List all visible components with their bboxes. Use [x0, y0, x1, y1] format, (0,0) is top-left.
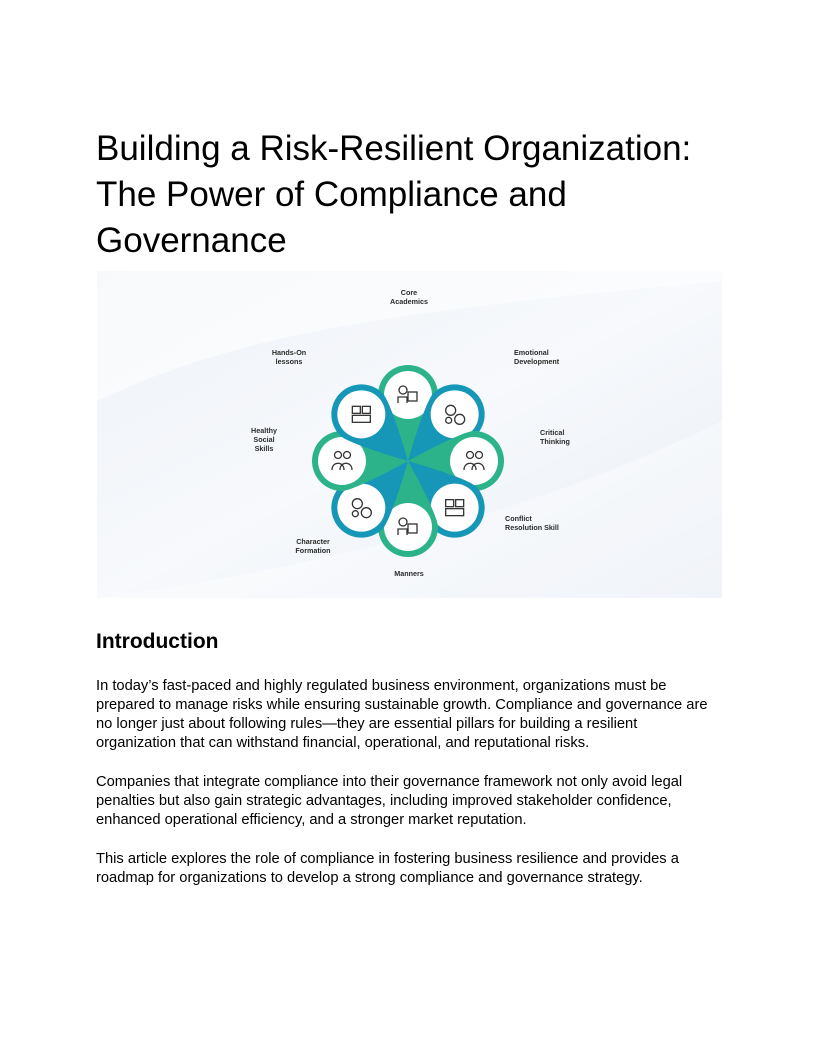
petal-label-line: Social	[253, 435, 275, 444]
petal-label-line: Emotional	[514, 348, 549, 357]
paragraph-line: no longer just about following rules—they are essential pillars for building a resilient	[96, 716, 638, 732]
emotions-icon	[431, 390, 479, 438]
paragraph-line: organization that can withstand financial, operational, and reputational risks.	[96, 735, 590, 751]
paragraph-line: Companies that integrate compliance into their governance framework not only avoid legal	[96, 774, 683, 790]
conflict-icon	[431, 484, 479, 532]
petal-label-line: Critical	[540, 428, 565, 437]
petal-label-line: Formation	[295, 546, 331, 555]
paragraph-line: This article explores the role of compliance in fostering business resilience and provides a	[96, 851, 679, 867]
petal-label-line: Thinking	[540, 437, 570, 446]
paragraph-line: enhanced operational efficiency, and a stronger market reputation.	[96, 812, 527, 828]
section-heading: Introduction	[96, 630, 219, 653]
petal-label	[251, 426, 277, 453]
paragraph-line: roadmap for organizations to develop a strong compliance and governance strategy.	[96, 870, 643, 886]
diagram-svg	[97, 271, 722, 598]
title-line: Building a Risk-Resilient Organization:	[96, 129, 692, 168]
petal-label	[272, 348, 306, 366]
petal-label-line: Academics	[390, 297, 428, 306]
petal-label	[295, 537, 330, 555]
title-line: Governance	[96, 221, 287, 260]
paragraph-line: penalties but also gain strategic advantages, including improved stakeholder confidence,	[96, 793, 672, 809]
petal-label-line: Healthy	[251, 426, 277, 435]
blocks-icon	[337, 390, 385, 438]
petal-label-line: Conflict	[505, 514, 532, 523]
petal-label-line: Character	[296, 537, 330, 546]
document-title	[96, 126, 722, 264]
petal-label-line: Development	[514, 357, 560, 366]
skills-petal-diagram	[97, 271, 722, 598]
petal-label-line: Resolution Skill	[505, 523, 559, 532]
paragraph	[96, 850, 722, 888]
paragraph	[96, 677, 722, 753]
petal-label-line: Manners	[394, 569, 424, 578]
petal-label-line: lessons	[275, 357, 303, 366]
petal-label-line: Core	[400, 288, 418, 297]
people-pair-icon	[337, 484, 385, 532]
paragraph-line: prepared to manage risks while ensuring sustainable growth. Compliance and governance are	[96, 697, 708, 713]
paragraph	[96, 773, 722, 830]
petal-label-line: Hands-On	[271, 348, 307, 357]
paragraph-line: In today’s fast-paced and highly regulated business environment, organizations must be	[96, 678, 667, 694]
petal-label	[394, 569, 424, 578]
petal-label-line: Skills	[254, 444, 274, 453]
title-line: The Power of Compliance and	[96, 175, 567, 214]
